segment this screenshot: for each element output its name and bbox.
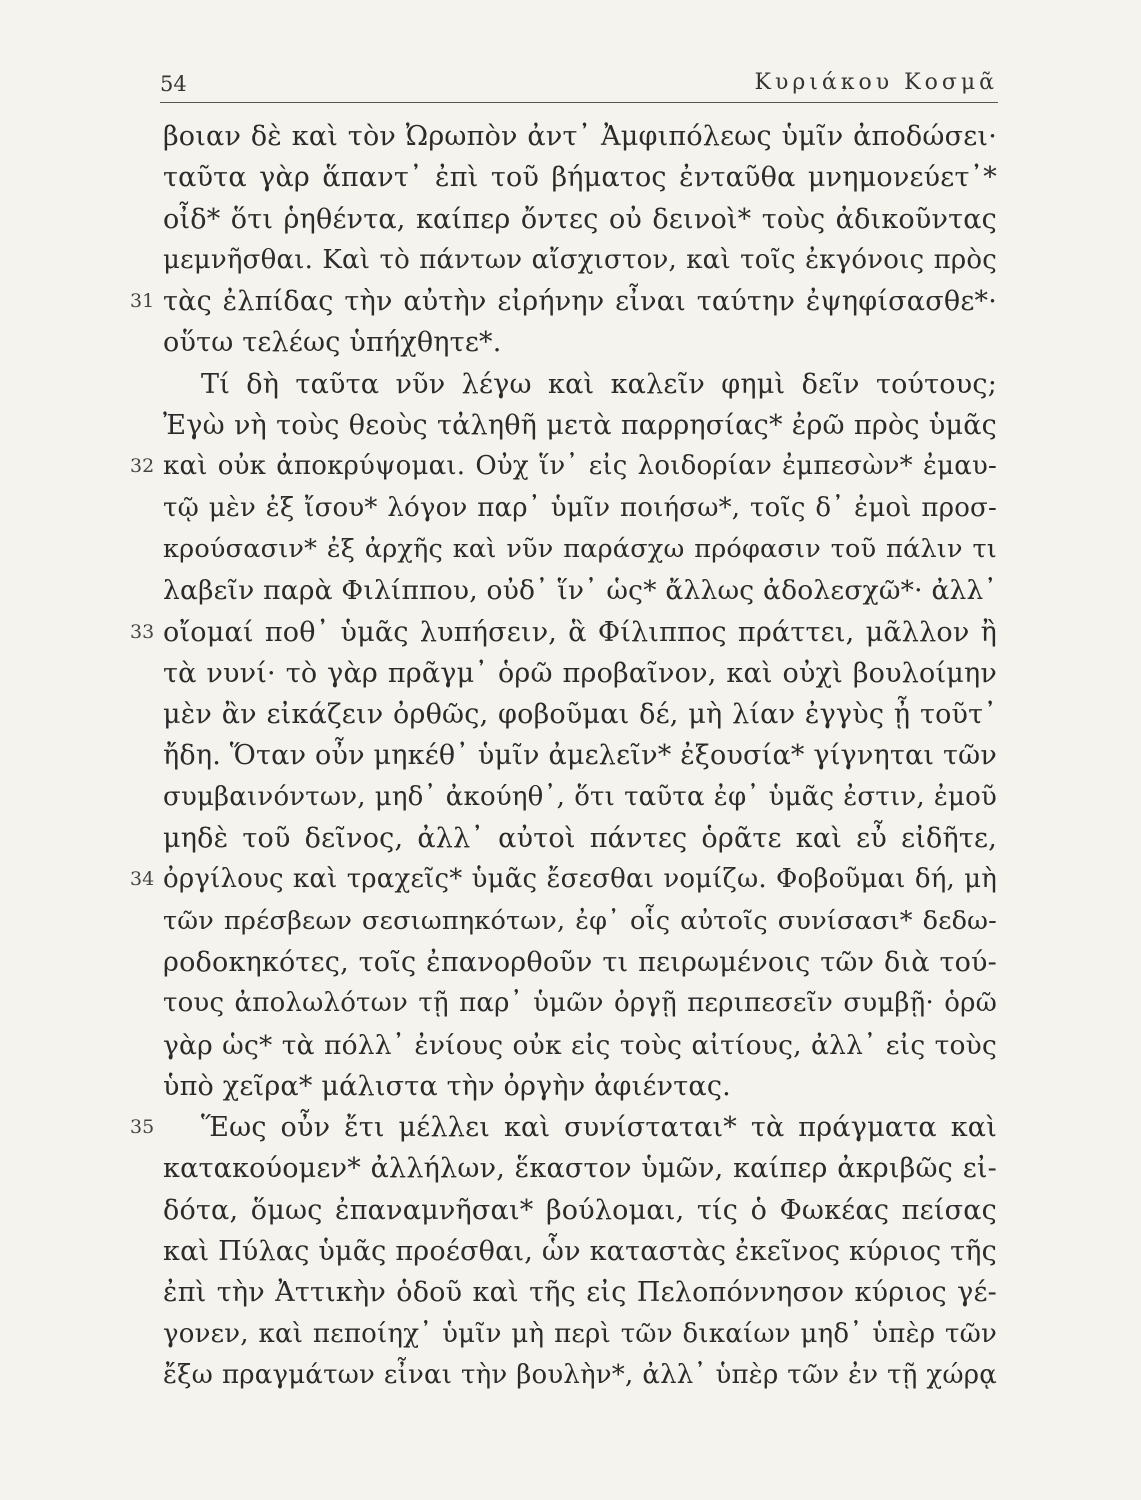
line-text: ἤδη. Ὅταν οὖν μηκέθ᾽ ὑμῖν ἀμελεῖν* ἐξουσία* γίγνηται τῶν (163, 740, 997, 772)
text-line (163, 777, 997, 818)
text-line (163, 364, 997, 405)
text-line (163, 653, 997, 694)
text-line (163, 901, 997, 942)
text-line (163, 983, 997, 1024)
text-line (163, 1025, 997, 1066)
section-number: 31 (130, 290, 155, 313)
page-header (160, 68, 998, 103)
line-text: δότα, ὅμως ἐπαναμνῆσαι* βούλομαι, τίς ὁ Φωκέας πείσας (163, 1194, 997, 1226)
line-text: ἔξω πραγμάτων εἶναι τὴν βουλὴν*, ἀλλ᾽ ὑπὲρ τῶν ἐν τῇ χώρᾳ (163, 1359, 997, 1390)
text-line (163, 322, 997, 363)
text-line (163, 405, 997, 446)
text-line (163, 570, 997, 611)
line-text: Ἐγὼ νὴ τοὺς θεοὺς τἀληθῆ μετὰ παρρησίας* ἐρῶ πρὸς ὑμᾶς (163, 410, 997, 442)
text-line (163, 942, 997, 983)
text-line (163, 1148, 997, 1189)
line-text: τῶν πρέσβεων σεσιωπηκότων, ἐφ᾽ οἷς αὐτοῖς συνίσασι* δεδω- (163, 905, 997, 936)
line-text: Τί δὴ ταῦτα νῦν λέγω καὶ καλεῖν φημὶ δεῖν τούτους; (201, 368, 997, 400)
line-text: μηδὲ τοῦ δεῖνος, ἀλλ᾽ αὐτοὶ πάντες ὁρᾶτε καὶ εὖ εἰδῆτε, (163, 823, 997, 855)
line-text: μεμνῆσθαι. Καὶ τὸ πάντων αἴσχιστον, καὶ τοῖς ἐκγόνοις πρὸς (163, 244, 997, 275)
text-line (163, 240, 997, 281)
text-line (163, 818, 997, 859)
text-line (163, 1066, 997, 1107)
line-text: καὶ Πύλας ὑμᾶς προέσθαι, ὧν καταστὰς ἐκεῖνος κύριος τῆς (163, 1236, 997, 1268)
text-line (163, 694, 997, 735)
line-text: οἴομαί ποθ᾽ ὑμᾶς λυπήσειν, ἃ Φίλιππος πράττει, μᾶλλον ἢ (163, 616, 997, 648)
text-line (163, 735, 997, 776)
line-text: ὑπὸ χεῖρα* μάλιστα τὴν ὀργὴν ἀφιέντας. (163, 1070, 731, 1102)
line-text: οἶδ* ὅτι ῥηθέντα, καίπερ ὄντες οὐ δεινοὶ* τοὺς ἀδικοῦντας (163, 203, 997, 235)
line-text: συμβαινόντων, μηδ᾽ ἀκούηθ᾽, ὅτι ταῦτα ἐφ᾽ ὑμᾶς ἐστιν, ἐμοῦ (163, 781, 997, 812)
line-text: ὀργίλους καὶ τραχεῖς* ὑμᾶς ἔσεσθαι νομίζω. Φοβοῦμαι δή, μὴ (163, 864, 997, 895)
line-text: Ἕως οὖν ἔτι μέλλει καὶ συνίσταται* τὰ πράγματα καὶ (201, 1112, 997, 1144)
text-line (163, 116, 997, 157)
text-line (163, 488, 997, 529)
text-line (163, 1272, 997, 1313)
text-line (130, 281, 997, 322)
line-text: κατακούομεν* ἀλλήλων, ἕκαστον ὑμῶν, καίπερ ἀκριβῶς εἰ- (163, 1153, 997, 1185)
text-line (130, 446, 997, 487)
text-line (130, 612, 997, 653)
line-text: κρούσασιν* ἐξ ἀρχῆς καὶ νῦν παράσχω πρόφασιν τοῦ πάλιν τι (163, 533, 997, 564)
text-line (163, 1314, 997, 1355)
section-number: 34 (130, 868, 155, 891)
section-number: 32 (130, 455, 155, 478)
line-text: ἐπὶ τὴν Ἀττικὴν ὁδοῦ καὶ τῆς εἰς Πελοπόννησον κύριος γέ- (163, 1277, 997, 1309)
text-line (163, 199, 997, 240)
line-text: τῷ μὲν ἐξ ἴσου* λόγον παρ᾽ ὑμῖν ποιήσω*, τοῖς δ᾽ ἐμοὶ προσ- (163, 492, 997, 523)
text-line (163, 529, 997, 570)
page-number: 54 (160, 72, 187, 96)
line-text: οὕτω τελέως ὑπήχθητε*. (163, 327, 502, 359)
line-text: μὲν ἂν εἰκάζειν ὀρθῶς, φοβοῦμαι δέ, μὴ λίαν ἐγγὺς ᾖ τοῦτ᾽ (163, 699, 997, 731)
body-text (130, 116, 997, 1396)
line-text: γονεν, καὶ πεποίηχ᾽ ὑμῖν μὴ περὶ τῶν δικαίων μηδ᾽ ὑπὲρ τῶν (163, 1318, 997, 1349)
text-line (163, 157, 997, 198)
line-text: καὶ οὐκ ἀποκρύψομαι. Οὐχ ἵν᾽ εἰς λοιδορίαν ἐμπεσὼν* ἐμαυ- (163, 451, 997, 482)
text-line (163, 1190, 997, 1231)
line-text: βοιαν δὲ καὶ τὸν Ὠρωπὸν ἀντ᾽ Ἀμφιπόλεως ὑμῖν ἀποδώσει· (163, 121, 997, 152)
section-number: 35 (130, 1116, 155, 1139)
text-line (130, 1107, 997, 1148)
text-line (130, 859, 997, 900)
line-text: λαβεῖν παρὰ Φιλίππου, οὐδ᾽ ἵν᾽ ὡς* ἄλλως ἀδολεσχῶ*· ἀλλ᾽ (163, 575, 997, 607)
line-text: ροδοκηκότες, τοῖς ἐπανορθοῦν τι πειρωμένοις τῶν διὰ τού- (163, 946, 997, 978)
running-head: Κυριάκου Κοσμᾶ (754, 70, 998, 95)
line-text: τους ἀπολωλότων τῇ παρ᾽ ὑμῶν ὀργῇ περιπεσεῖν συμβῇ· ὁρῶ (163, 988, 997, 1019)
line-text: ταῦτα γὰρ ἅπαντ᾽ ἐπὶ τοῦ βήματος ἐνταῦθα μνημονεύετ᾽* (163, 162, 997, 194)
line-text: τὰ νυνί· τὸ γὰρ πρᾶγμ᾽ ὁρῶ προβαῖνον, καὶ οὐχὶ βουλοίμην (163, 657, 997, 689)
line-text: γὰρ ὡς* τὰ πόλλ᾽ ἐνίους οὐκ εἰς τοὺς αἰτίους, ἀλλ᾽ εἰς τοὺς (163, 1029, 997, 1061)
text-line (163, 1355, 997, 1396)
text-line (163, 1231, 997, 1272)
line-text: τὰς ἐλπίδας τὴν αὐτὴν εἰρήνην εἶναι ταύτην ἐψηφίσασθε*· (163, 286, 997, 318)
section-number: 33 (130, 620, 155, 643)
